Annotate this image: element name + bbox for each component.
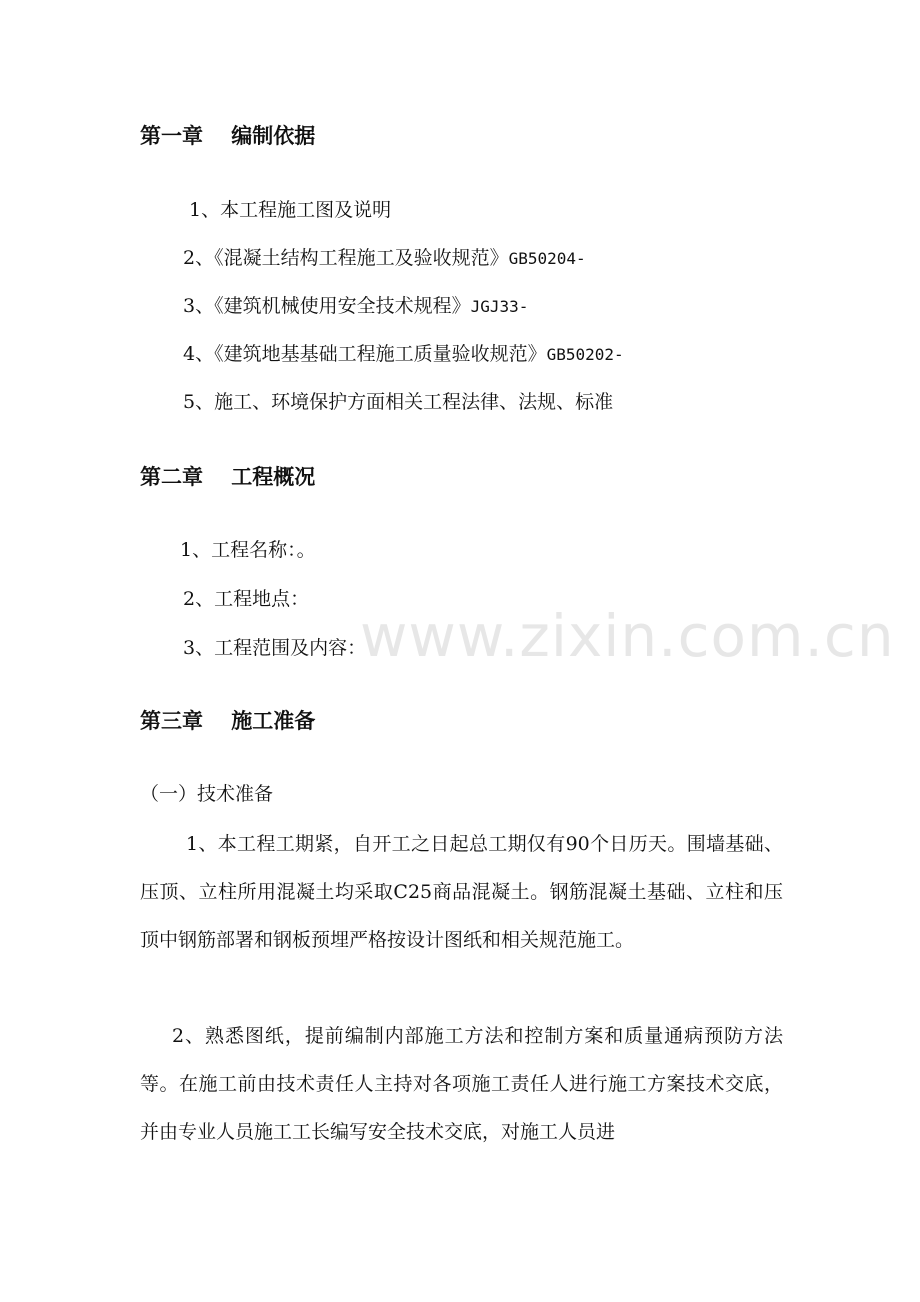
paragraph-2: 2、熟悉图纸，提前编制内部施工方法和控制方案和质量通病预防方法等。在施工前由技术责任人主持对各项施工责任人进行施工方案技术交底，并由专业人员施工工长编写安全技术交底，对施工人员进 <box>140 1025 783 1143</box>
standard-code: GB50204- <box>508 249 586 268</box>
item-text: 3、《建筑机械使用安全技术规程》 <box>183 295 471 317</box>
chapter-1-title: 第一章 编制依据 <box>140 124 316 148</box>
chapter-2-item-3: 3、工程范围及内容： <box>183 637 367 659</box>
item-text: 1、本工程施工图及说明 <box>189 199 392 221</box>
chapter-1-item-1 <box>189 201 391 220</box>
chapter-2-item-1: 1、工程名称：。 <box>180 539 316 561</box>
chapter-3-title: 第三章 施工准备 <box>140 709 316 733</box>
chapter-1-item-5 <box>183 393 613 412</box>
item-text: 2、《混凝土结构工程施工及验收规范》 <box>183 247 509 269</box>
item-text: 4、《建筑地基基础工程施工质量验收规范》 <box>183 343 547 365</box>
item-text: 5、施工、环境保护方面相关工程法律、法规、标准 <box>183 391 614 413</box>
standard-code: GB50202- <box>546 345 624 364</box>
chapter-1-item-4 <box>183 345 624 364</box>
watermark: www.zixin.com.cn <box>360 602 895 670</box>
chapter-1-item-2 <box>183 249 586 268</box>
paragraph-1: 1、本工程工期紧，自开工之日起总工期仅有90个日历天。围墙基础、压顶、立柱所用混凝土均采取C25商品混凝土。钢筋混凝土基础、立柱和压顶中钢筋部署和钢板预埋严格按设计图纸和相关规范施工。 <box>140 833 783 951</box>
chapter-1-item-3 <box>183 297 528 316</box>
chapter-2-item-2: 2、工程地点： <box>183 588 310 610</box>
chapter-2-title: 第二章 工程概况 <box>140 465 316 489</box>
section-technical-prep: （一）技术准备 <box>140 783 274 805</box>
standard-code: JGJ33- <box>470 297 529 316</box>
